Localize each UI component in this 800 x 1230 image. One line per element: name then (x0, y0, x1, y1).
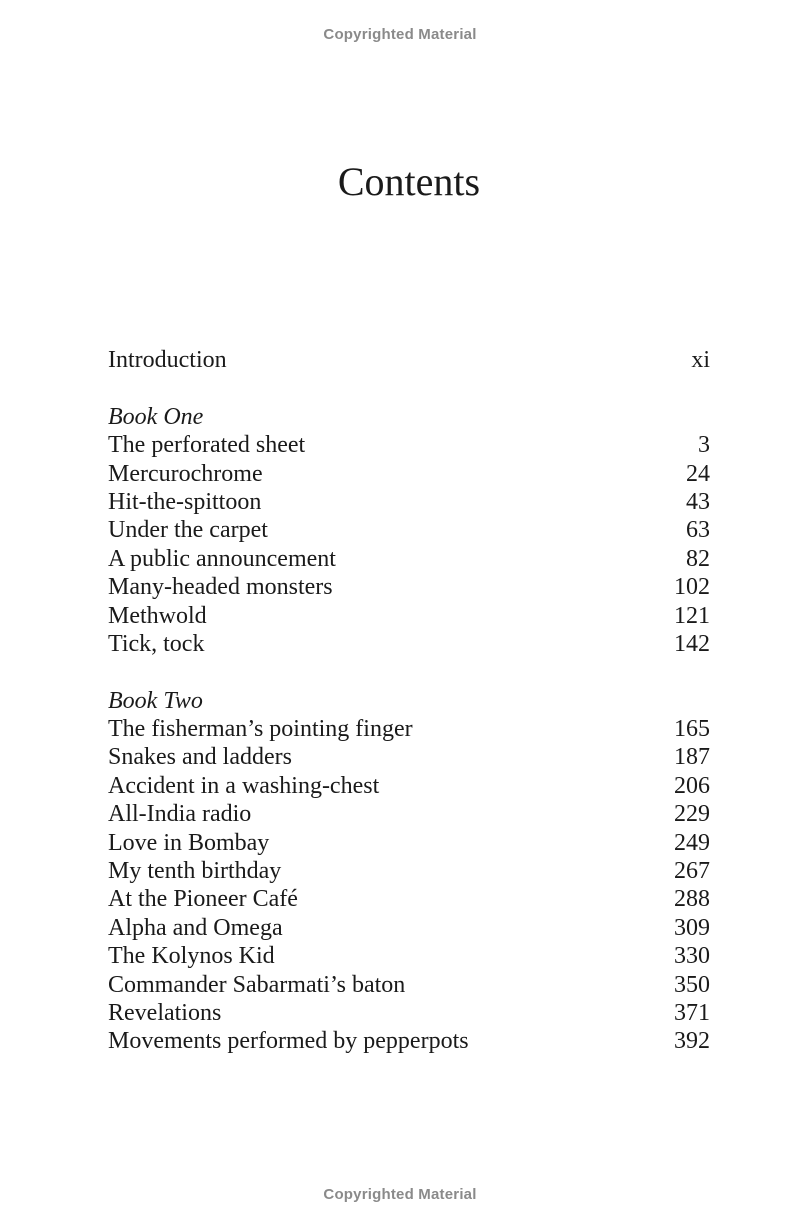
table-of-contents (108, 346, 710, 1056)
toc-entry (108, 602, 710, 630)
toc-entry (108, 431, 710, 459)
toc-entry-title: Methwold (108, 602, 207, 629)
toc-entry-page: 3 (698, 432, 710, 459)
toc-entry-page: 392 (674, 1028, 710, 1055)
toc-entry-page: 187 (674, 744, 710, 771)
toc-entry-page: 229 (674, 801, 710, 828)
toc-entry-title: Many-headed monsters (108, 574, 333, 601)
toc-entry (108, 800, 710, 828)
toc-entry-page: 249 (674, 829, 710, 856)
book-one-section (108, 403, 710, 659)
toc-entry-title: Revelations (108, 999, 222, 1026)
toc-entry (108, 516, 710, 544)
toc-entry-page: 330 (674, 943, 710, 970)
page-title: Contents (337, 159, 481, 204)
toc-entry-page: 350 (674, 971, 710, 998)
toc-entry-page: 206 (674, 772, 710, 799)
toc-entry (108, 829, 710, 857)
toc-entry-page: 43 (686, 488, 710, 515)
toc-entry (108, 460, 710, 488)
toc-entry (108, 772, 710, 800)
toc-entry (108, 999, 710, 1027)
toc-entry-title: At the Pioneer Café (108, 886, 298, 913)
toc-entry-page: 121 (674, 602, 710, 629)
toc-entry (108, 971, 710, 999)
toc-entry-title: Love in Bombay (108, 829, 270, 856)
toc-entry (108, 885, 710, 913)
toc-entry (108, 573, 710, 601)
toc-entry-page: 24 (686, 460, 710, 487)
toc-entry-title: Tick, tock (108, 630, 205, 657)
toc-entry-title: Movements performed by pepperpots (108, 1028, 469, 1055)
toc-entry-page: 267 (674, 858, 710, 885)
toc-entry-title: Introduction (108, 347, 227, 373)
toc-entry-page: 82 (686, 545, 710, 572)
toc-entry-title: A public announcement (108, 545, 336, 572)
toc-entry-title: Accident in a washing-chest (108, 772, 380, 799)
book-heading: Book Two (108, 687, 203, 714)
toc-entry (108, 857, 710, 885)
toc-entry-title: Snakes and ladders (108, 744, 292, 771)
toc-entry-title: The perforated sheet (108, 432, 306, 459)
toc-entry (108, 545, 710, 573)
toc-entry-title: The Kolynos Kid (108, 943, 275, 970)
toc-entry-page: 371 (674, 999, 710, 1026)
toc-entry-title: The fisherman’s pointing finger (108, 716, 413, 743)
toc-entry-title: Hit-the-spittoon (108, 488, 262, 515)
toc-entry-page: 142 (674, 630, 710, 657)
toc-entry (108, 914, 710, 942)
toc-entry-page: 165 (674, 716, 710, 743)
toc-entry (108, 488, 710, 516)
toc-entry-title: Under the carpet (108, 517, 268, 544)
toc-entry-page: xi (691, 347, 710, 373)
toc-entry-title: Commander Sabarmati’s baton (108, 971, 406, 998)
toc-entry (108, 715, 710, 743)
toc-entry (108, 743, 710, 771)
copyright-watermark-top: Copyrighted Material (323, 26, 477, 43)
toc-entry (108, 942, 710, 970)
copyright-watermark-bottom: Copyrighted Material (323, 1186, 477, 1203)
book-two-section (108, 687, 710, 1056)
toc-entry (108, 1027, 710, 1055)
toc-entry-page: 102 (674, 574, 710, 601)
toc-entry-page: 309 (674, 914, 710, 941)
toc-entry-introduction (108, 346, 710, 374)
toc-entry-page: 63 (686, 517, 710, 544)
toc-entry-title: My tenth birthday (108, 858, 282, 885)
toc-entry-title: All-India radio (108, 801, 252, 828)
toc-entry (108, 630, 710, 658)
toc-entry-page: 288 (674, 886, 710, 913)
toc-entry-title: Mercurochrome (108, 460, 263, 487)
toc-entry-title: Alpha and Omega (108, 914, 283, 941)
book-heading: Book One (108, 403, 204, 430)
